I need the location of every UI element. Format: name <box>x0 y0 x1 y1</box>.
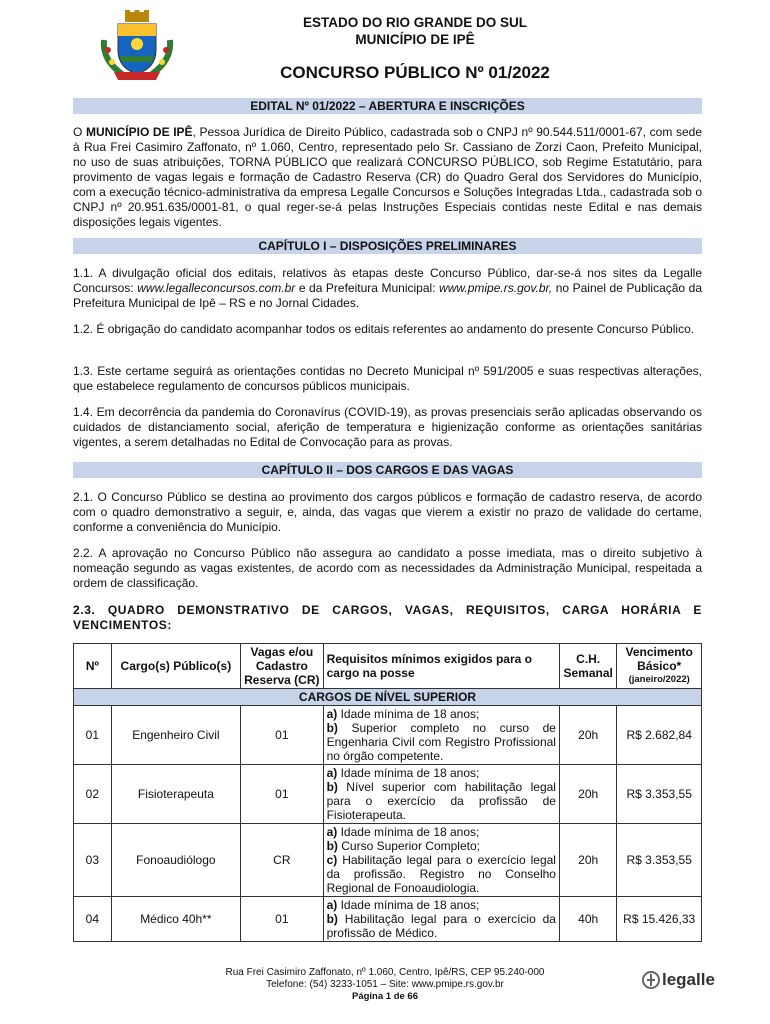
cargos-table <box>73 643 702 942</box>
table-row <box>74 706 702 765</box>
cell-vagas: 01 <box>241 765 324 824</box>
paragraph-1-3: 1.3. Este certame seguirá as orientações contidas no Decreto Municipal nº 591/2005 e suas respectivas alterações, que estabelece regulamento de concursos públicos municipais. <box>73 364 702 393</box>
cell-requisitos <box>323 765 559 824</box>
requirement-key: a) <box>326 898 338 912</box>
requirement-key: a) <box>326 707 338 721</box>
cell-vagas: 01 <box>241 897 324 942</box>
header-ch: C.H. Semanal <box>559 644 616 689</box>
section-row <box>74 689 702 706</box>
cell-vencimento: R$ 3.353,55 <box>617 824 702 897</box>
requirement-key: b) <box>326 780 338 794</box>
header-vagas: Vagas e/ou Cadastro Reserva (CR) <box>241 644 324 689</box>
cell-vencimento: R$ 15.426,33 <box>617 897 702 942</box>
requirement-key: a) <box>326 825 338 839</box>
prefeitura-site-link: www.pmipe.rs.gov.br, <box>439 281 553 295</box>
section-title: CARGOS DE NÍVEL SUPERIOR <box>74 689 702 706</box>
intro-paragraph: O MUNICÍPIO DE IPÊ, Pessoa Jurídica de Direito Público, cadastrada sob o CNPJ nº 90.544.511/0001-67, com sede à Rua Frei Casimiro Zaffonato, nº 1.060, Centro, representado pelo Sr. Cassiano de Zorzi Caon, Prefeito Municipal, no uso de suas atribuições, TORNA PÚBLICO que realizará CONCURSO PÚBLICO, sob Regime Estatutário, para provimento de vagas legais e formação de Cadastro Reserva (CR) do Quadro Geral dos Servidores do Município, com a execução técnico-administrativa da empresa Legalle Concursos e Soluções Integradas Ltda., cadastrada sob o CNPJ nº 20.951.635/0001-81, o qual reger-se-á pelas Instruções Especiais contidas neste Edital e nas demais disposições legais vigentes. <box>73 125 702 229</box>
cell-cargo: Fonoaudiólogo <box>111 824 240 897</box>
header-vencimento-date: (janeiro/2022) <box>628 674 690 685</box>
requirement-text: Habilitação legal para o exercício da profissão de Médico. <box>326 912 556 940</box>
legalle-site-link: www.legalleconcursos.com.br <box>137 281 296 295</box>
paragraph-2-1: 2.1. O Concurso Público se destina ao provimento dos cargos públicos e formação de cadastro reserva, de acordo com o quadro demonstrativo a seguir, e, ainda, das vagas que vierem a existir no prazo de validade do certame, conforme a conveniência do Município. <box>73 490 702 534</box>
cell-vencimento: R$ 2.682,84 <box>617 706 702 765</box>
footer-address: Rua Frei Casimiro Zaffonato, nº 1.060, Centro, Ipê/RS, CEP 95.240-000 <box>225 967 545 978</box>
cell-vagas: 01 <box>241 706 324 765</box>
legalle-logo-icon <box>642 970 660 990</box>
table-row <box>74 824 702 897</box>
municipality-name: MUNICÍPIO DE IPÊ <box>355 32 475 47</box>
cell-requisitos <box>323 706 559 765</box>
chapter2-band: CAPÍTULO II – DOS CARGOS E DAS VAGAS <box>73 462 702 478</box>
cell-cargo: Médico 40h** <box>111 897 240 942</box>
requirement-key: b) <box>326 912 338 926</box>
cell-vagas: CR <box>241 824 324 897</box>
requirement-text: Curso Superior Completo; <box>337 839 480 853</box>
requirement-text: Idade mínima de 18 anos; <box>337 898 480 912</box>
requirement-text: Superior completo no curso de Engenharia Civil com Registro Profissional no órgão competente. <box>326 721 556 763</box>
chapter1-band: CAPÍTULO I – DISPOSIÇÕES PRELIMINARES <box>73 238 702 254</box>
header-vencimento: Vencimento Básico* (janeiro/2022) <box>617 644 702 689</box>
header-requisitos: Requisitos mínimos exigidos para o cargo na posse <box>323 644 559 689</box>
state-name: ESTADO DO RIO GRANDE DO SUL <box>302 15 527 30</box>
requirement-text: Nível superior com habilitação legal para o exercício da profissão de Fisioterapeuta. <box>326 780 556 822</box>
cell-ch: 20h <box>559 706 616 765</box>
table-row <box>74 765 702 824</box>
paragraph-1-2: 1.2. É obrigação do candidato acompanhar todos os editais referentes ao andamento do presente Concurso Público. <box>73 322 695 336</box>
table-row <box>74 897 702 942</box>
requirement-key: b) <box>326 839 338 853</box>
table-header-row <box>74 644 702 689</box>
paragraph-1-4: 1.4. Em decorrência da pandemia do Coronavírus (COVID-19), as provas presenciais serão aplicadas observando os cuidados de distanciamento social, aferição de temperatura e higienização conforme as orientações sanitárias vigentes, a serem detalhadas no Edital de Convocação para as provas. <box>73 405 702 449</box>
cell-num: 04 <box>74 897 112 942</box>
header-num: Nº <box>74 644 112 689</box>
paragraph-1-1: 1.1. A divulgação oficial dos editais, relativos às etapas deste Concurso Público, dar-se-á nos sites da Legalle Concursos: www.legalleconcursos.com.br e da Prefeitura Municipal: www.pmipe.rs.gov.br, no Painel de Publicação da Prefeitura Municipal de Ipê – RS e no Jornal Cidades. <box>73 266 702 310</box>
cell-ch: 20h <box>559 765 616 824</box>
cell-ch: 40h <box>559 897 616 942</box>
requirement-text: Idade mínima de 18 anos; <box>337 825 480 839</box>
footer-contact: Telefone: (54) 3233-1051 – Site: www.pmipe.rs.gov.br <box>266 979 504 990</box>
paragraph-2-3-heading: 2.3. QUADRO DEMONSTRATIVO DE CARGOS, VAGAS, REQUISITOS, CARGA HORÁRIA E VENCIMENTOS: <box>73 603 702 632</box>
cell-cargo: Fisioterapeuta <box>111 765 240 824</box>
cell-cargo: Engenheiro Civil <box>111 706 240 765</box>
document-title: CONCURSO PÚBLICO Nº 01/2022 <box>280 63 550 82</box>
cell-requisitos <box>323 897 559 942</box>
requirement-key: b) <box>326 721 338 735</box>
municipal-coat-of-arms <box>98 10 176 82</box>
cell-vencimento: R$ 3.353,55 <box>617 765 702 824</box>
requirement-text: Idade mínima de 18 anos; <box>337 707 480 721</box>
edital-band: EDITAL Nº 01/2022 – ABERTURA E INSCRIÇÕES <box>73 98 702 114</box>
cell-num: 02 <box>74 765 112 824</box>
municipality-bold: MUNICÍPIO DE IPÊ <box>85 125 193 139</box>
cell-requisitos <box>323 824 559 897</box>
legalle-logo-text: legalle <box>662 970 715 989</box>
footer-page-number: Página 1 de 66 <box>351 991 418 1002</box>
cell-num: 01 <box>74 706 112 765</box>
requirement-text: Idade mínima de 18 anos; <box>337 766 480 780</box>
header-cargo: Cargo(s) Público(s) <box>111 644 240 689</box>
cell-num: 03 <box>74 824 112 897</box>
requirement-key: c) <box>326 853 338 867</box>
cell-ch: 20h <box>559 824 616 897</box>
paragraph-2-2: 2.2. A aprovação no Concurso Público não assegura ao candidato a posse imediata, mas o direito subjetivo à nomeação segundo as vagas existentes, de acordo com as necessidades da Administração Municipal, respeitada a ordem de classificação. <box>73 546 702 590</box>
requirement-key: a) <box>326 766 338 780</box>
requirement-text: Habilitação legal para o exercício legal da profissão. Registro no Conselho Regional de Fonoaudiologia. <box>326 853 556 895</box>
